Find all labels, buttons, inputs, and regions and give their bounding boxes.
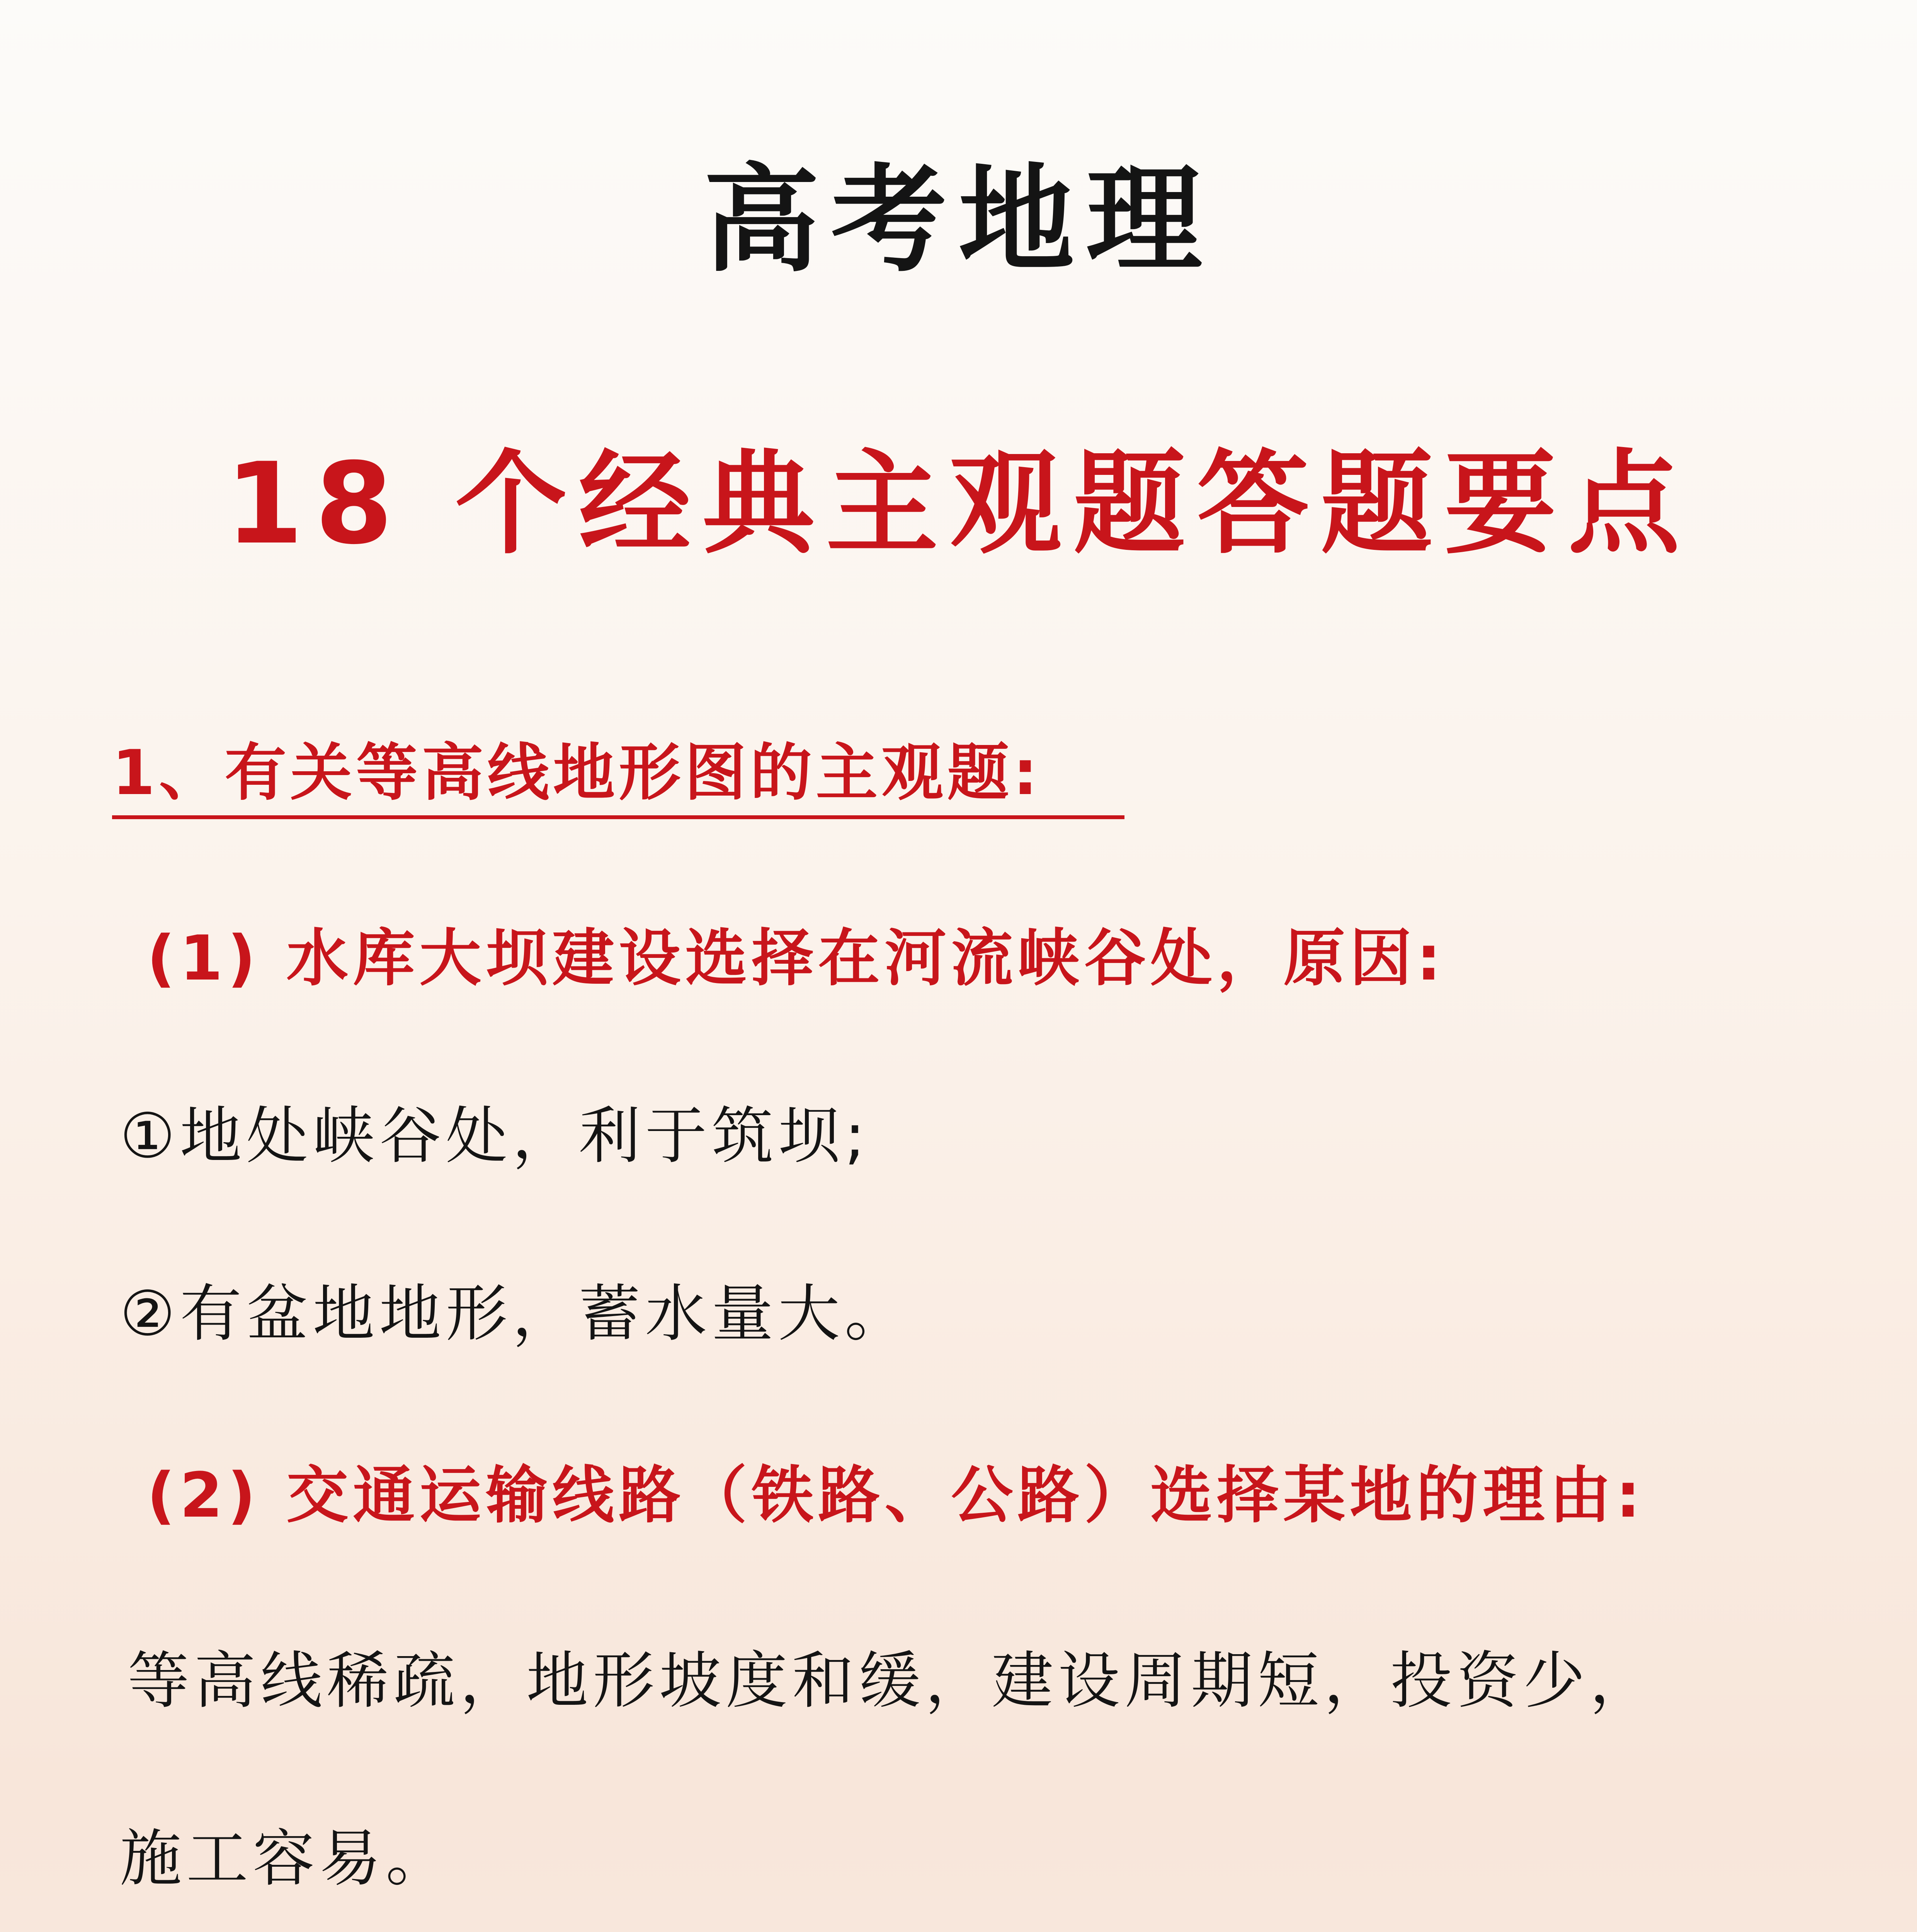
page-subtitle: 18 个经典主观题答题要点 bbox=[225, 439, 1692, 569]
question-1: (1) 水库大坝建设选择在河流峡谷处，原因: bbox=[147, 922, 1446, 994]
question-2: (2) 交通运输线路（铁路、公路）选择某地的理由: bbox=[147, 1459, 1645, 1531]
answer-2-2: 施工容易。 bbox=[120, 1822, 452, 1895]
section-heading: 1、有关等高线地形图的主观题: bbox=[112, 742, 1124, 819]
page-title: 高考地理 bbox=[703, 153, 1214, 287]
answer-1-1: ①地处峡谷处，利于筑坝; bbox=[120, 1100, 870, 1172]
answer-2-1: 等高线稀疏，地形坡度和缓，建设周期短，投资少， bbox=[128, 1645, 1657, 1717]
answer-1-2: ②有盆地地形，蓄水量大。 bbox=[120, 1277, 911, 1350]
